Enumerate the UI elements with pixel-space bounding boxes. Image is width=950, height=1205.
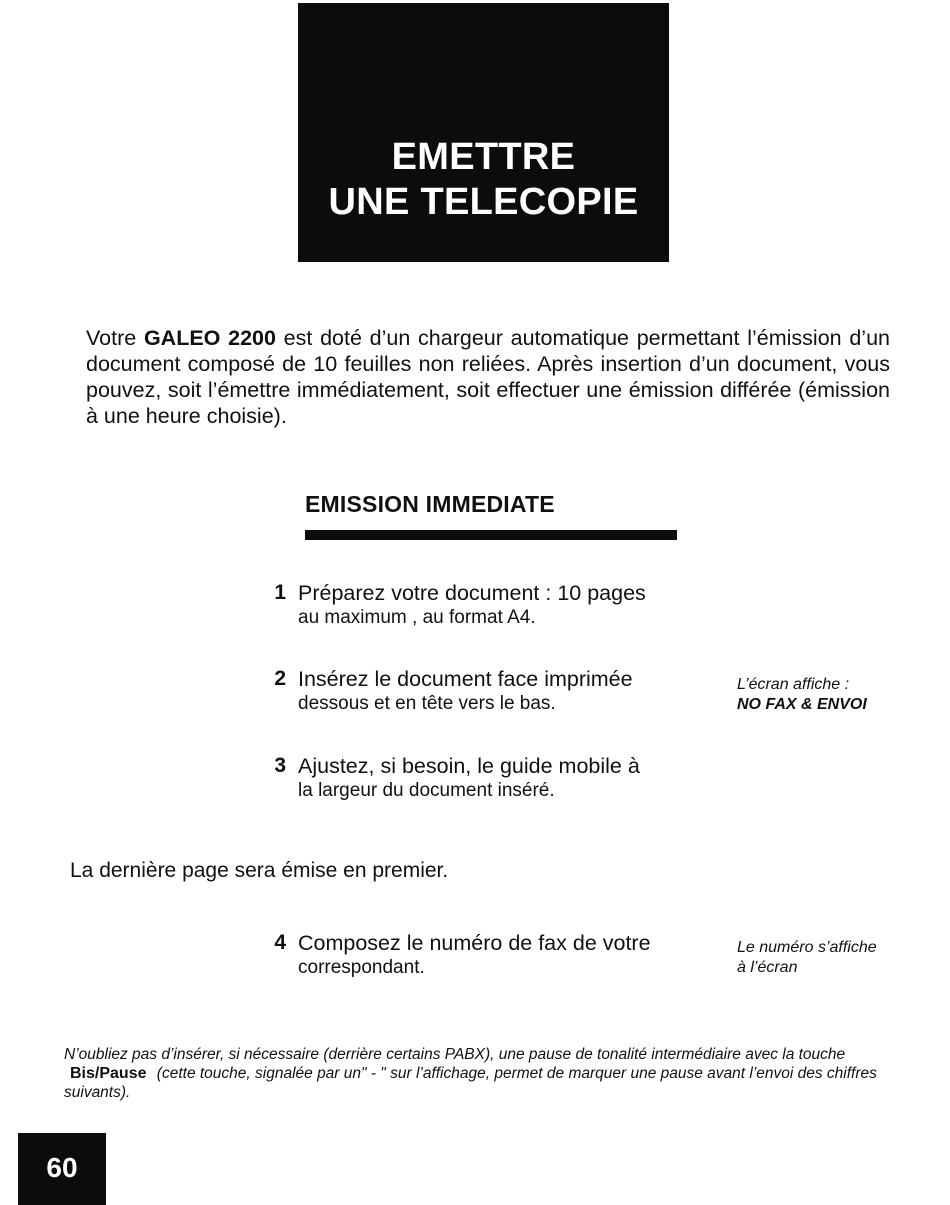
step-text xyxy=(298,666,678,716)
page-number: 60 xyxy=(46,1152,78,1183)
intro-paragraph xyxy=(86,325,890,429)
step-number: 4 xyxy=(274,931,286,954)
intro-text: est doté d’un chargeur automatique permettant l’émission d’un document composé de 10 feuilles non reliées. Après insertion d’un document, vous pouvez, soit l’émettre immédiatement, soit effectuer une émission différée (émission à une heure choisie). xyxy=(86,326,890,428)
step-text-line-1: Composez le numéro de fax de votre xyxy=(298,931,651,955)
display-message: NO FAX & ENVOI xyxy=(737,696,867,713)
last-page-remark: La dernière page sera émise en premier. xyxy=(70,859,449,882)
number-display-note xyxy=(737,938,877,978)
footnote-text-after: (cette touche, signalée par un" - " sur l’affichage, permet de marquer une pause avant l’envoi des chiffres suivants). xyxy=(64,1065,877,1101)
section-heading: EMISSION IMMEDIATE xyxy=(305,491,555,517)
step-text-line-1: Préparez votre document : 10 pages xyxy=(298,581,646,605)
step-number: 2 xyxy=(274,667,286,690)
product-name: GALEO 2200 xyxy=(143,326,276,350)
step-number: 3 xyxy=(274,754,286,777)
step-text xyxy=(298,930,678,980)
display-note-label: L’écran affiche : xyxy=(737,676,850,693)
number-display-note-line-2: à l’écran xyxy=(737,959,798,976)
step-number: 1 xyxy=(274,581,286,604)
footnote-text-before: N’oubliez pas d’insérer, si nécessaire (derrière certains PABX), une pause de tonalité intermédiaire avec la touche xyxy=(64,1046,846,1063)
page-number-box xyxy=(18,1133,106,1205)
pause-footnote xyxy=(64,1045,894,1102)
chapter-title-box xyxy=(298,3,669,262)
step-text-line-2: correspondant. xyxy=(298,957,425,978)
step-text-line-2: dessous et en tête vers le bas. xyxy=(298,693,556,714)
step-text-line-1: Ajustez, si besoin, le guide mobile à xyxy=(298,754,640,778)
bis-pause-key-label: Bis/Pause xyxy=(70,1065,147,1082)
display-note xyxy=(737,675,867,715)
step-text xyxy=(298,580,678,630)
intro-prefix: Votre xyxy=(86,326,144,350)
chapter-title-line-2: UNE TELECOPIE xyxy=(328,181,639,223)
step-text-line-1: Insérez le document face imprimée xyxy=(298,667,633,691)
step-text-line-2: au maximum , au format A4. xyxy=(298,607,536,628)
chapter-title-line-1: EMETTRE xyxy=(391,136,576,178)
step-text-line-2: la largeur du document inséré. xyxy=(298,780,555,801)
step-text xyxy=(298,753,678,803)
number-display-note-line-1: Le numéro s’affiche xyxy=(737,939,877,956)
section-underline-bar xyxy=(305,530,677,540)
